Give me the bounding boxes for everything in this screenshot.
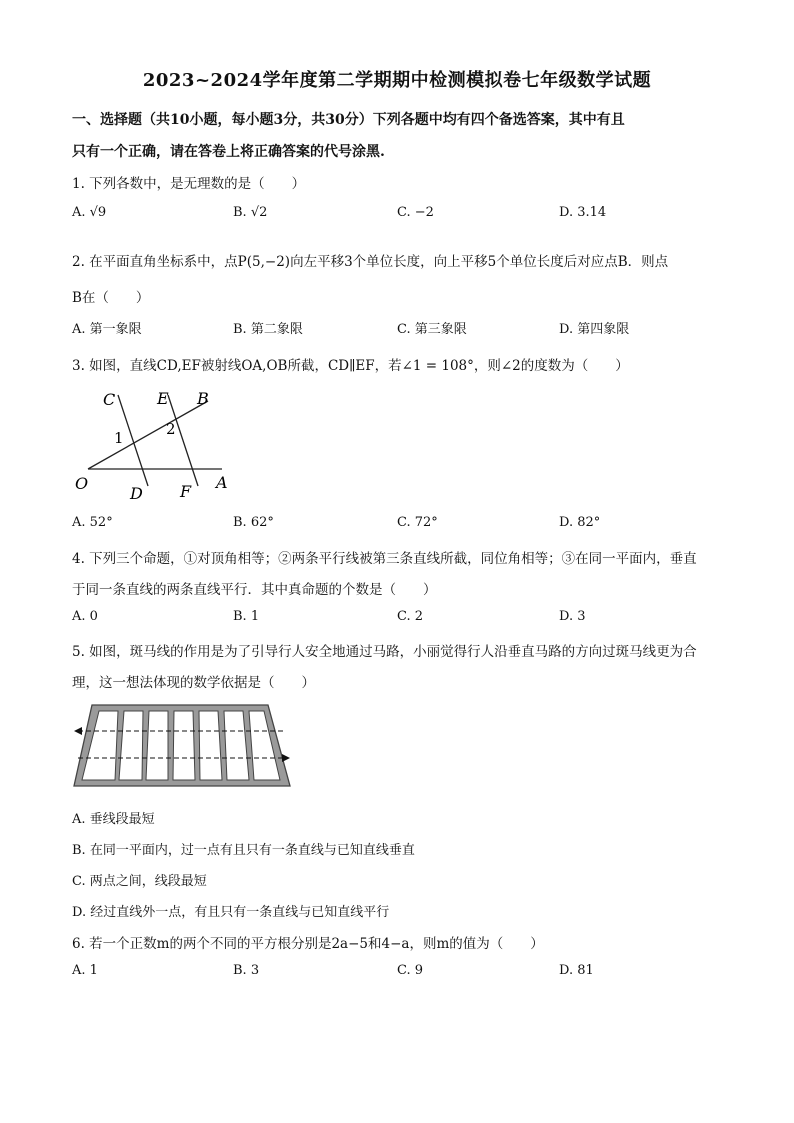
label-e: E xyxy=(157,389,169,408)
page-title: 2023~2024学年度第二学期期中检测模拟卷七年级数学试题 xyxy=(142,70,652,91)
question-5-stem-line1: 5. 如图，斑马线的作用是为了引导行人安全地通过马路，小丽觉得行人沿垂直马路的方向过斑马线更为合 xyxy=(72,644,697,660)
q3-option-c: C. 72° xyxy=(397,515,438,530)
q2-option-a: A. 第一象限 xyxy=(72,322,142,337)
label-a: A xyxy=(216,473,228,492)
section-heading-line1: 一、选择题（共10小题，每小题3分，共30分）下列各题中均有四个备选答案，其中有且 xyxy=(72,112,625,128)
q4-option-a: A. 0 xyxy=(72,609,98,624)
label-o: O xyxy=(75,474,89,493)
q6-option-a: A. 1 xyxy=(72,963,98,978)
q5-option-b: B. 在同一平面内，过一点有且只有一条直线与已知直线垂直 xyxy=(72,843,415,858)
q3-geometry-figure xyxy=(70,385,240,505)
angle-1-label: 1 xyxy=(114,429,124,447)
label-f: F xyxy=(180,482,192,501)
q6-option-d: D. 81 xyxy=(559,963,594,978)
label-b: B xyxy=(197,389,209,408)
section-heading-line2: 只有一个正确，请在答卷上将正确答案的代号涂黑. xyxy=(72,144,385,160)
question-4-stem-line2: 于同一条直线的两条直线平行．其中真命题的个数是（ ） xyxy=(72,582,437,598)
q4-option-b: B. 1 xyxy=(233,609,260,624)
q6-option-c: C. 9 xyxy=(397,963,424,978)
q2-option-c: C. 第三象限 xyxy=(397,322,467,337)
label-d: D xyxy=(130,484,143,503)
q3-option-d: D. 82° xyxy=(559,515,601,530)
q2-option-d: D. 第四象限 xyxy=(559,322,630,337)
q5-option-c: C. 两点之间，线段最短 xyxy=(72,874,207,889)
zebra-crossing-figure xyxy=(72,703,294,788)
question-4-stem-line1: 4. 下列三个命题，①对顶角相等；②两条平行线被第三条直线所截，同位角相等；③在同一平面内，垂直 xyxy=(72,551,697,567)
question-5-stem-line2: 理，这一想法体现的数学依据是（ ） xyxy=(72,675,315,691)
question-2-stem-line1: 2. 在平面直角坐标系中，点P(5,−2)向左平移3个单位长度，向上平移5个单位长度后对应点B．则点 xyxy=(72,254,669,270)
q5-option-d: D. 经过直线外一点，有且只有一条直线与已知直线平行 xyxy=(72,905,390,920)
q2-option-b: B. 第二象限 xyxy=(233,322,303,337)
q4-option-c: C. 2 xyxy=(397,609,424,624)
q4-option-d: D. 3 xyxy=(559,609,586,624)
question-2-stem-line2: B在（ ） xyxy=(72,290,150,306)
question-1-stem: 1. 下列各数中，是无理数的是（ ） xyxy=(72,176,306,192)
q1-option-d: D. 3.14 xyxy=(559,205,607,220)
q1-option-b: B. √2 xyxy=(233,205,268,220)
q6-option-b: B. 3 xyxy=(233,963,260,978)
label-c: C xyxy=(103,390,116,409)
q1-option-a: A. √9 xyxy=(72,205,107,220)
q3-option-b: B. 62° xyxy=(233,515,274,530)
q5-option-a: A. 垂线段最短 xyxy=(72,812,155,827)
q1-option-c: C. −2 xyxy=(397,205,434,220)
angle-2-label: 2 xyxy=(166,420,176,438)
question-3-stem: 3. 如图，直线CD,EF被射线OA,OB所截，CD∥EF，若∠1 = 108°，则∠2的度数为（ ） xyxy=(72,358,629,374)
q3-option-a: A. 52° xyxy=(72,515,113,530)
question-6-stem: 6. 若一个正数m的两个不同的平方根分别是2a−5和4−a，则m的值为（ ） xyxy=(72,936,544,952)
